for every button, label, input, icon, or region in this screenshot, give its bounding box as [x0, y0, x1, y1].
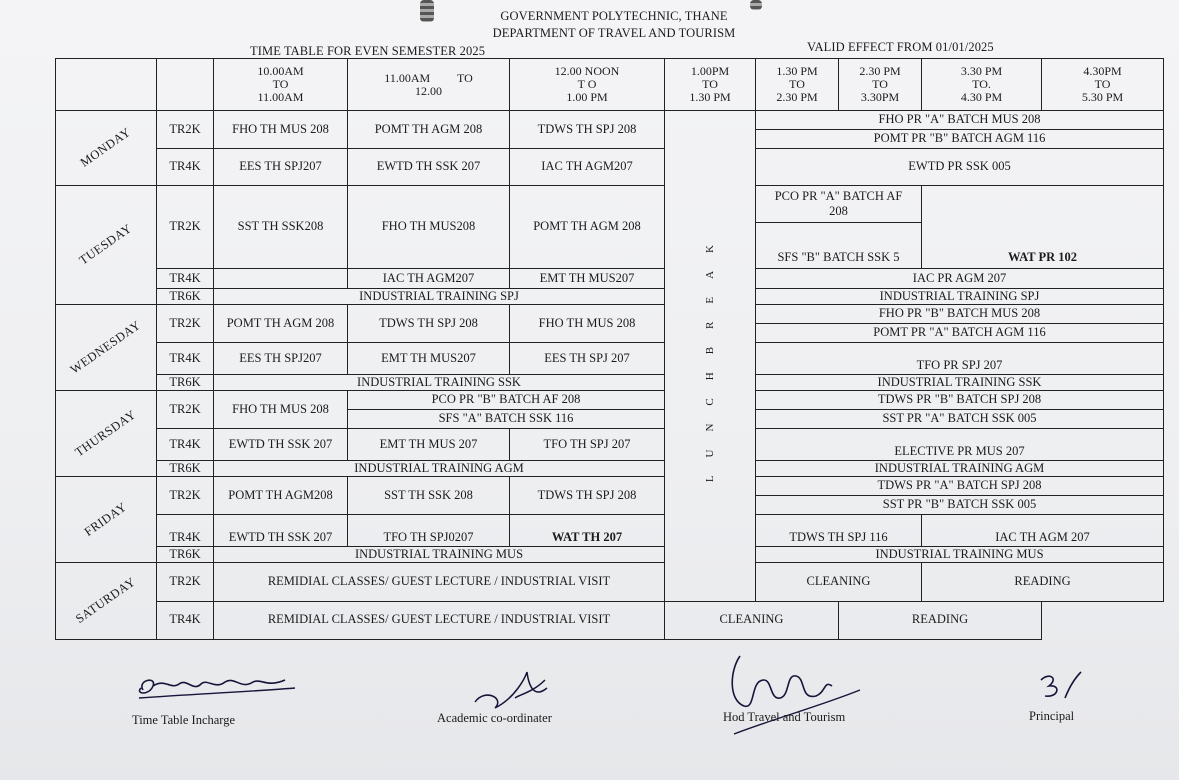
lecture-cell: POMT TH AGM208	[214, 477, 348, 514]
lecture-cell: TDWS TH SPJ 208	[348, 305, 510, 342]
lecture-cell: FHO TH MUS 208	[510, 305, 665, 342]
industrial-training-cell: INDUSTRIAL TRAINING SPJ	[756, 289, 1164, 305]
slot-header-2: 11.00AM TO 12.00	[348, 59, 510, 111]
batch-cell: TR6K	[157, 461, 214, 477]
practical-cell: SFS "B" BATCH SSK 5	[756, 222, 922, 268]
practical-cell: PCO PR "A" BATCH AF 208	[756, 185, 922, 222]
practical-cell: FHO PR "A" BATCH MUS 208	[756, 111, 1164, 130]
slot-header-5: 1.30 PM TO 2.30 PM	[756, 59, 839, 111]
timetable-title: TIME TABLE FOR EVEN SEMESTER 2025	[250, 44, 486, 58]
remedial-cell: REMIDIAL CLASSES/ GUEST LECTURE / INDUSTRIAL VISIT	[214, 563, 665, 601]
day-saturday: SATURDAY	[56, 563, 157, 640]
lecture-cell: TFO TH SPJ0207	[348, 514, 510, 547]
binder-hole	[420, 0, 434, 22]
lecture-cell: FHO TH MUS208	[348, 185, 510, 268]
batch-header	[157, 59, 214, 111]
lecture-cell: TDWS TH SPJ 208	[510, 477, 665, 514]
slot-header-7: 3.30 PM TO. 4.30 PM	[922, 59, 1042, 111]
slot-header-1: 10.00AM TO 11.00AM	[214, 59, 348, 111]
slot-header-8: 4.30PM TO 5.30 PM	[1042, 59, 1164, 111]
lecture-cell: EWTD TH SSK 207	[214, 428, 348, 461]
slot-header-6: 2.30 PM TO 3.30PM	[839, 59, 922, 111]
industrial-training-cell: INDUSTRIAL TRAINING SSK	[756, 375, 1164, 391]
batch-cell: TR2K	[157, 477, 214, 514]
day-thursday: THURSDAY	[56, 391, 157, 477]
institute-name: GOVERNMENT POLYTECHNIC, THANE	[500, 9, 728, 23]
practical-cell: TDWS PR "B" BATCH SPJ 208	[756, 391, 1164, 410]
practical-cell: SST PR "B" BATCH SSK 005	[756, 495, 1164, 514]
practical-cell: WAT PR 102	[922, 185, 1164, 268]
slot-header-3: 12.00 NOON T O 1.00 PM	[510, 59, 665, 111]
batch-cell: TR2K	[157, 391, 214, 428]
lecture-cell: EWTD TH SSK 207	[214, 514, 348, 547]
practical-cell: TDWS PR "A" BATCH SPJ 208	[756, 477, 1164, 496]
cleaning-cell: CLEANING	[665, 601, 839, 639]
lecture-cell: EES TH SPJ207	[214, 342, 348, 375]
lecture-cell: IAC TH AGM207	[348, 268, 510, 289]
practical-cell: SFS "A" BATCH SSK 116	[348, 410, 665, 429]
lecture-cell: WAT TH 207	[510, 514, 665, 547]
batch-cell: TR6K	[157, 375, 214, 391]
industrial-training-cell: INDUSTRIAL TRAINING MUS	[756, 547, 1164, 563]
practical-cell: TDWS TH SPJ 116	[756, 514, 922, 547]
batch-cell: TR6K	[157, 547, 214, 563]
practical-cell: SST PR "A" BATCH SSK 005	[756, 410, 1164, 429]
lecture-cell: SST TH SSK 208	[348, 477, 510, 514]
practical-cell: POMT PR "B" BATCH AGM 116	[756, 129, 1164, 148]
industrial-training-cell: INDUSTRIAL TRAINING SSK	[214, 375, 665, 391]
lecture-cell: EMT TH MUS207	[348, 342, 510, 375]
practical-cell: POMT PR "A" BATCH AGM 116	[756, 324, 1164, 343]
lecture-cell: EMT TH MUS 207	[348, 428, 510, 461]
cleaning-cell: CLEANING	[756, 563, 922, 601]
batch-cell: TR2K	[157, 563, 214, 601]
valid-from: VALID EFFECT FROM 01/01/2025	[807, 40, 994, 54]
practical-cell: FHO PR "B" BATCH MUS 208	[756, 305, 1164, 324]
timetable	[55, 58, 1164, 640]
practical-cell: EWTD PR SSK 005	[756, 148, 1164, 185]
lecture-cell: FHO TH MUS 208	[214, 391, 348, 428]
lecture-cell: SST TH SSK208	[214, 185, 348, 268]
lecture-cell: EMT TH MUS207	[510, 268, 665, 289]
batch-cell: TR4K	[157, 268, 214, 289]
batch-cell: TR2K	[157, 111, 214, 148]
remedial-cell: REMIDIAL CLASSES/ GUEST LECTURE / INDUSTRIAL VISIT	[214, 601, 665, 639]
lecture-cell: IAC TH AGM207	[510, 148, 665, 185]
batch-cell: TR2K	[157, 185, 214, 268]
binder-hole	[750, 0, 762, 10]
label-timetable-incharge: Time Table Incharge	[132, 713, 236, 727]
practical-cell: IAC PR AGM 207	[756, 268, 1164, 289]
lecture-cell: POMT TH AGM 208	[510, 185, 665, 268]
day-friday: FRIDAY	[56, 477, 157, 563]
practical-cell: ELECTIVE PR MUS 207	[756, 428, 1164, 461]
batch-cell: TR4K	[157, 342, 214, 375]
day-wednesday: WEDNESDAY	[56, 305, 157, 391]
batch-cell: TR4K	[157, 148, 214, 185]
lecture-cell: POMT TH AGM 208	[214, 305, 348, 342]
corner-cell	[56, 59, 157, 111]
industrial-training-cell: INDUSTRIAL TRAINING MUS	[214, 547, 665, 563]
department-name: DEPARTMENT OF TRAVEL AND TOURISM	[492, 26, 736, 40]
practical-cell: IAC TH AGM 207	[922, 514, 1164, 547]
industrial-training-cell: INDUSTRIAL TRAINING AGM	[214, 461, 665, 477]
lecture-cell: EES TH SPJ 207	[510, 342, 665, 375]
lecture-cell	[214, 268, 348, 289]
day-monday: MONDAY	[56, 111, 157, 185]
lunch-break-column: LUNCHBREAK	[665, 111, 756, 601]
industrial-training-cell: INDUSTRIAL TRAINING SPJ	[214, 289, 665, 305]
batch-cell: TR4K	[157, 514, 214, 547]
batch-cell: TR4K	[157, 601, 214, 639]
lecture-cell: FHO TH MUS 208	[214, 111, 348, 148]
label-hod: Hod Travel and Tourism	[723, 710, 846, 724]
lecture-cell: EES TH SPJ207	[214, 148, 348, 185]
label-academic-coordinator: Academic co-ordinater	[437, 711, 552, 725]
day-tuesday: TUESDAY	[56, 185, 157, 305]
batch-cell: TR4K	[157, 428, 214, 461]
slot-header-4: 1.00PM TO 1.30 PM	[665, 59, 756, 111]
practical-cell: TFO PR SPJ 207	[756, 342, 1164, 375]
practical-cell: PCO PR "B" BATCH AF 208	[348, 391, 665, 410]
lecture-cell: TFO TH SPJ 207	[510, 428, 665, 461]
lecture-cell: EWTD TH SSK 207	[348, 148, 510, 185]
label-principal: Principal	[1029, 709, 1075, 723]
lecture-cell: POMT TH AGM 208	[348, 111, 510, 148]
batch-cell: TR2K	[157, 305, 214, 342]
lecture-cell: TDWS TH SPJ 208	[510, 111, 665, 148]
industrial-training-cell: INDUSTRIAL TRAINING AGM	[756, 461, 1164, 477]
reading-cell: READING	[922, 563, 1164, 601]
header-row	[56, 59, 1164, 111]
batch-cell: TR6K	[157, 289, 214, 305]
signature-principal	[1035, 668, 1095, 708]
reading-cell: READING	[839, 601, 1042, 639]
signature-timetable-incharge	[135, 668, 305, 708]
